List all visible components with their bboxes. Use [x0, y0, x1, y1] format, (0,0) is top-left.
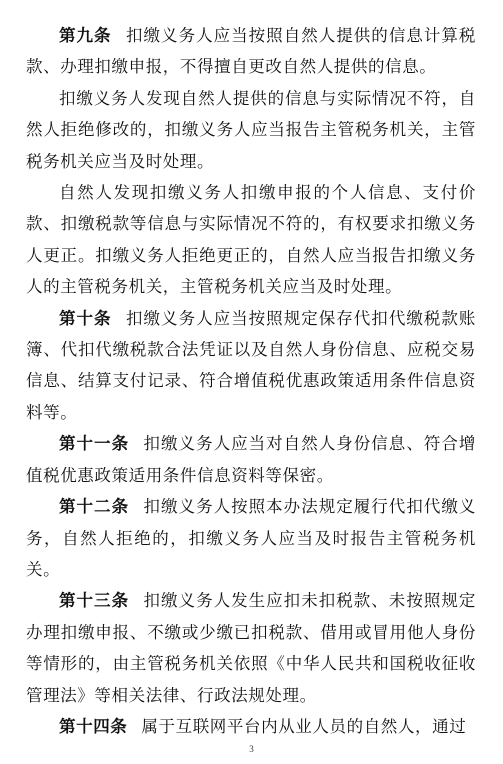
article-11-paragraph	[26, 428, 476, 491]
article-text: 属于互联网平台内从业人员的自然人，通过	[141, 716, 467, 736]
article-heading: 第十条	[59, 308, 112, 328]
article-heading: 第十三条	[59, 591, 130, 611]
document-body	[26, 20, 476, 742]
article-text: 扣缴义务人应当按照自然人提供的信息计算税款、办理扣缴申报，不得擅自更改自然人提供的信息。	[26, 26, 477, 77]
article-14-paragraph	[26, 711, 476, 742]
article-text: 扣缴义务人发生应扣未扣税款、未按照规定办理扣缴申报、不缴或少缴已扣税款、借用或冒用他人身份等情形的，由主管税务机关依照《中华人民共和国税收征收管理法》等相关法律、行政法规处理。	[26, 591, 476, 705]
article-heading: 第九条	[59, 26, 112, 45]
article-text: 扣缴义务人应当对自然人身份信息、符合增值税优惠政策适用条件信息资料等保密。	[26, 434, 476, 485]
article-9-paragraph-2	[26, 83, 476, 177]
article-10-paragraph	[26, 303, 476, 429]
paragraph-text: 扣缴义务人发现自然人提供的信息与实际情况不符，自然人拒绝修改的，扣缴义务人应当报告主管税务机关，主管税务机关应当及时处理。	[26, 88, 476, 171]
article-text: 扣缴义务人按照本办法规定履行代扣代缴义务，自然人拒绝的，扣缴义务人应当及时报告主管税务机关。	[26, 497, 476, 579]
article-text: 扣缴义务人应当按照规定保存代扣代缴税款账簿、代扣代缴税款合法凭证以及自然人身份信息、应税交易信息、结算支付记录、符合增值税优惠政策适用条件信息资料等。	[26, 308, 477, 422]
article-9-paragraph	[26, 20, 476, 83]
article-heading: 第十一条	[59, 434, 130, 454]
article-heading: 第十四条	[59, 716, 128, 736]
paragraph-text: 自然人发现扣缴义务人扣缴申报的个人信息、支付价款、扣缴税款等信息与实际情况不符的，有权要求扣缴义务人更正。扣缴义务人拒绝更正的，自然人应当报告扣缴义务人的主管税务机关，主管税务机关应当及时处理。	[26, 183, 476, 297]
article-heading: 第十二条	[59, 497, 130, 517]
article-13-paragraph	[26, 585, 476, 711]
article-12-paragraph	[26, 491, 476, 585]
page-number: 3	[249, 744, 254, 754]
article-9-paragraph-3	[26, 177, 476, 303]
